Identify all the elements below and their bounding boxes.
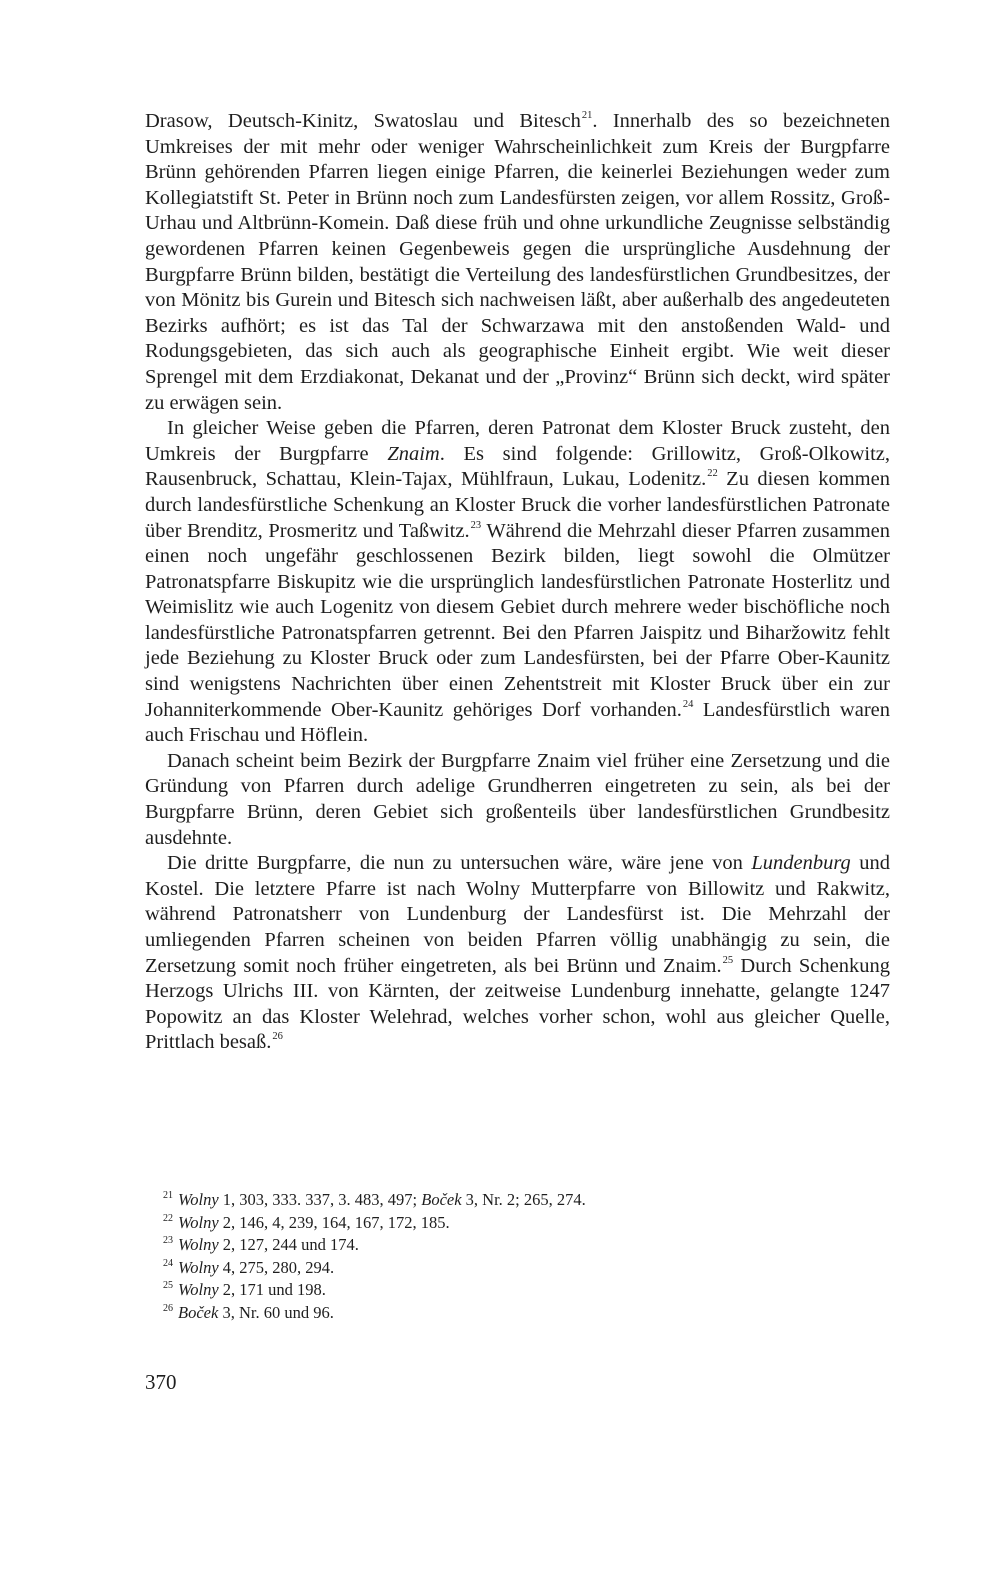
footnote-author: Wolny [178,1212,219,1232]
footnote-author: Wolny [178,1190,219,1209]
footnote-23 [163,1234,863,1257]
footnote-author: Wolny [178,1257,219,1277]
footnote-text: 3, Nr. 2; 265, 274. [461,1190,586,1209]
footnote-24 [163,1257,863,1280]
footnote-26 [163,1302,863,1325]
footnotes [163,1189,863,1325]
footnote-author: Wolny [178,1235,219,1255]
paragraph-text: Durch Schenkung Herzogs Ulrichs III. von Kärnten, der zeitweise Lundenburg innehatte, gelangte 1247 Popowitz an das Kloster Welehrad, welches vorher schon, wohl aus gleicher Quelle, Prittlach besaß. [145,954,890,1054]
footnote-ref-24: 24 [682,698,694,710]
footnote-22 [163,1212,863,1235]
footnote-number: 26 [163,1302,173,1314]
main-text [145,109,890,1056]
paragraph-text: . Es sind folgende: Grillowitz, Groß-Olkowitz, Rausenbruck, Schattau, Klein-Tajax, Mühlfraun, Lukau, Lodenitz. [145,442,890,491]
footnote-21 [163,1189,863,1212]
footnote-ref-22: 22 [707,468,718,480]
footnote-text: 2, 146, 4, 239, 164, 167, 172, 185. [218,1212,450,1232]
footnote-ref-23: 23 [470,519,482,531]
paragraph-2 [145,416,890,749]
footnote-author: Boček [178,1302,219,1322]
emphasis-lundenburg: Lundenburg [751,852,851,875]
paragraph-text: Während die Mehrzahl dieser Pfarren zusammen einen noch ungefähr geschlossenen Bezirk bilden, liegt sowohl die Olmützer Patronatspfarre Biskupitz wie die ursprünglich landesfürstlichen Patronate Hosterlitz und Weimislitz wie auch Logenitz von diesem Gebiet durch mehrere weder bischöfliche noch landesfürstliche Patronatspfarren getrennt. Bei den Pfarren Jaispitz und Biharžowitz fehlt jede Beziehung zu Kloster Bruck oder zum Landesfürsten, bei der Pfarre Ober-Kaunitz sind wenigstens Nachrichten über einen Zehentstreit mit Kloster Bruck über ein zur Johanniterkommende Ober-Kaunitz gehöriges Dorf vorhanden. [145,519,890,721]
footnote-number: 25 [163,1280,173,1292]
paragraph-4 [145,851,890,1056]
paragraph-text: In gleicher Weise geben die Pfarren, deren Patronat dem Kloster Bruck zusteht, den Umkreis der Burgpfarre [145,417,890,465]
footnote-ref-25: 25 [722,954,734,966]
footnote-text: 1, 303, 333. 337, 3. 483, 497; [218,1190,422,1209]
footnote-text: 2, 127, 244 und 174. [218,1235,359,1255]
paragraph-text: Drasow, Deutsch-Kinitz, Swatoslau und Bitesch [145,110,581,132]
footnote-number: 22 [163,1212,173,1224]
paragraph-text: Die dritte Burgpfarre, die nun zu untersuchen wäre, wäre jene von [167,852,752,875]
footnote-ref-21: 21 [581,110,593,121]
footnote-25 [163,1279,863,1302]
footnote-number: 21 [163,1190,173,1201]
paragraph-text: und Kostel. Die letztere Pfarre ist nach Wolny Mutterpfarre von Billowitz und Rakwitz, während Patronatsherr von Lundenburg der Landesfürst ist. Die Mehrzahl der umliegenden Pfarren scheinen von beiden Pfarren völlig unabhängig zu sein, die Zersetzung somit noch früher eingetreten, als bei Brünn und Znaim. [145,852,890,977]
paragraph-text: Zu diesen kommen durch landesfürstliche Schenkung an Kloster Bruck die vorher landesfürstlichen Patronate über Brenditz, Prosmeritz und Taßwitz. [145,468,890,542]
paragraph-text: . Innerhalb des so bezeichneten Umkreises der mit mehr oder weniger Wahrscheinlichkeit zum Kreis der Burgpfarre Brünn gehörenden Pfarren liegen einige Pfarren, die keinerlei Beziehungen weder zum Kollegiatstift St. Peter in Brünn noch zum Landesfürsten zeigen, vor allem Rossitz, Groß-Urhau und Altbrünn-Komein. Daß diese früh und ohne urkundliche Zeugnisse selbständig gewordenen Pfarren keinen Gegenbeweis gegen die ursprüngliche Ausdehnung der Burgpfarre Brünn bilden, bestätigt die Verteilung des landesfürstlichen Grundbesitzes, der von Mönitz bis Gurein und Bitesch sich nachweisen läßt, aber außerhalb des angedeuteten Bezirks aufhört; es ist das Tal der Schwarzawa mit den anstoßenden Wald- und Rodungsgebieten, das sich auch als geographische Einheit ergibt. Wie weit dieser Sprengel mit dem Erzdiakonat, Dekanat und der „Provinz“ Brünn sich deckt, wird später zu erwägen sein. [145,110,890,414]
footnote-ref-26: 26 [272,1031,283,1043]
footnote-author: Boček [421,1190,462,1209]
footnote-number: 23 [163,1235,173,1247]
page-number: 370 [145,1370,177,1394]
footnote-number: 24 [163,1257,173,1269]
paragraph-text: Danach scheint beim Bezirk der Burgpfarre Znaim viel früher eine Zersetzung und die Gründung von Pfarren durch adelige Grundherren eingetreten zu sein, als bei der Burgpfarre Brünn, deren Gebiet sich großenteils über landesfürstlichen Grundbesitz ausdehnte. [145,749,890,849]
footnote-text: 4, 275, 280, 294. [218,1257,335,1277]
paragraph-text: Landesfürstlich waren auch Frischau und Höflein. [145,698,891,747]
paragraph-1 [145,109,890,416]
footnote-text: 3, Nr. 60 und 96. [218,1302,334,1322]
emphasis-znaim: Znaim [387,442,440,465]
footnote-text: 2, 171 und 198. [218,1280,326,1300]
paragraph-3 [145,749,890,851]
footnote-author: Wolny [178,1280,219,1300]
